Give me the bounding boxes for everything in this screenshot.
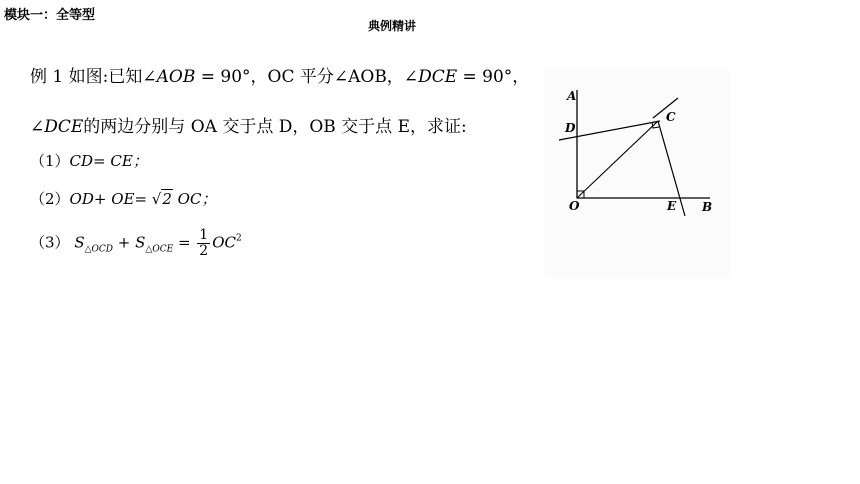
area-s1-subscript: △OCD — [84, 244, 114, 255]
question-2-expression-b: OC； — [172, 190, 217, 208]
problem-line-1 — [30, 62, 529, 87]
label-e: E — [667, 199, 677, 213]
label-b: B — [702, 200, 713, 214]
problem-statement — [30, 60, 530, 280]
question-2-expression-a: OD+ OE= — [69, 190, 152, 208]
fraction-one-half — [197, 228, 210, 259]
sqrt-symbol: √2 — [151, 190, 172, 208]
angle-aob-label: AOB — [156, 67, 196, 87]
question-1-number: （1） — [30, 152, 70, 170]
angle-symbol: ∠ — [30, 117, 45, 137]
equals-sign: = — [173, 233, 196, 252]
sqrt-radicand: 2 — [162, 190, 172, 208]
question-1 — [30, 150, 148, 171]
fraction-denominator: 2 — [199, 243, 209, 259]
geometry-figure — [545, 68, 730, 278]
label-d: D — [565, 121, 576, 135]
angle-dce-label: DCE — [418, 67, 458, 87]
problem-line-2 — [30, 112, 467, 137]
bisector-oc — [577, 121, 658, 198]
geometry-svg — [545, 68, 730, 278]
question-3-number: （3） — [30, 233, 70, 252]
module-title: 模块一：全等型 — [4, 8, 96, 23]
question-3 — [30, 228, 242, 259]
fraction-numerator: 1 — [199, 227, 209, 243]
angle-dce-label-2: DCE — [44, 117, 84, 137]
section-title: 典例精讲 — [368, 19, 417, 33]
plus-sign: + — [113, 233, 136, 252]
area-s2-subscript: △OCE — [145, 244, 174, 255]
label-o: O — [569, 199, 580, 213]
area-s2: S — [135, 233, 146, 252]
condition-text-1: = 90°，OC 平分∠AOB，∠ — [195, 67, 419, 87]
intersection-text: 的两边分别与 OA 交于点 D，OB 交于点 E，求证: — [83, 117, 467, 137]
oc-term: OC — [212, 233, 236, 252]
area-s1: S — [74, 233, 85, 252]
question-2-number: （2） — [30, 190, 70, 208]
example-intro-text: 例 1 如图:已知∠ — [30, 67, 157, 87]
question-1-expression: CD= CE； — [69, 152, 148, 170]
label-a: A — [567, 89, 577, 103]
question-2 — [30, 188, 216, 209]
oc-square: 2 — [235, 233, 242, 244]
condition-text-2: = 90°， — [457, 67, 530, 87]
label-c: C — [666, 110, 676, 124]
